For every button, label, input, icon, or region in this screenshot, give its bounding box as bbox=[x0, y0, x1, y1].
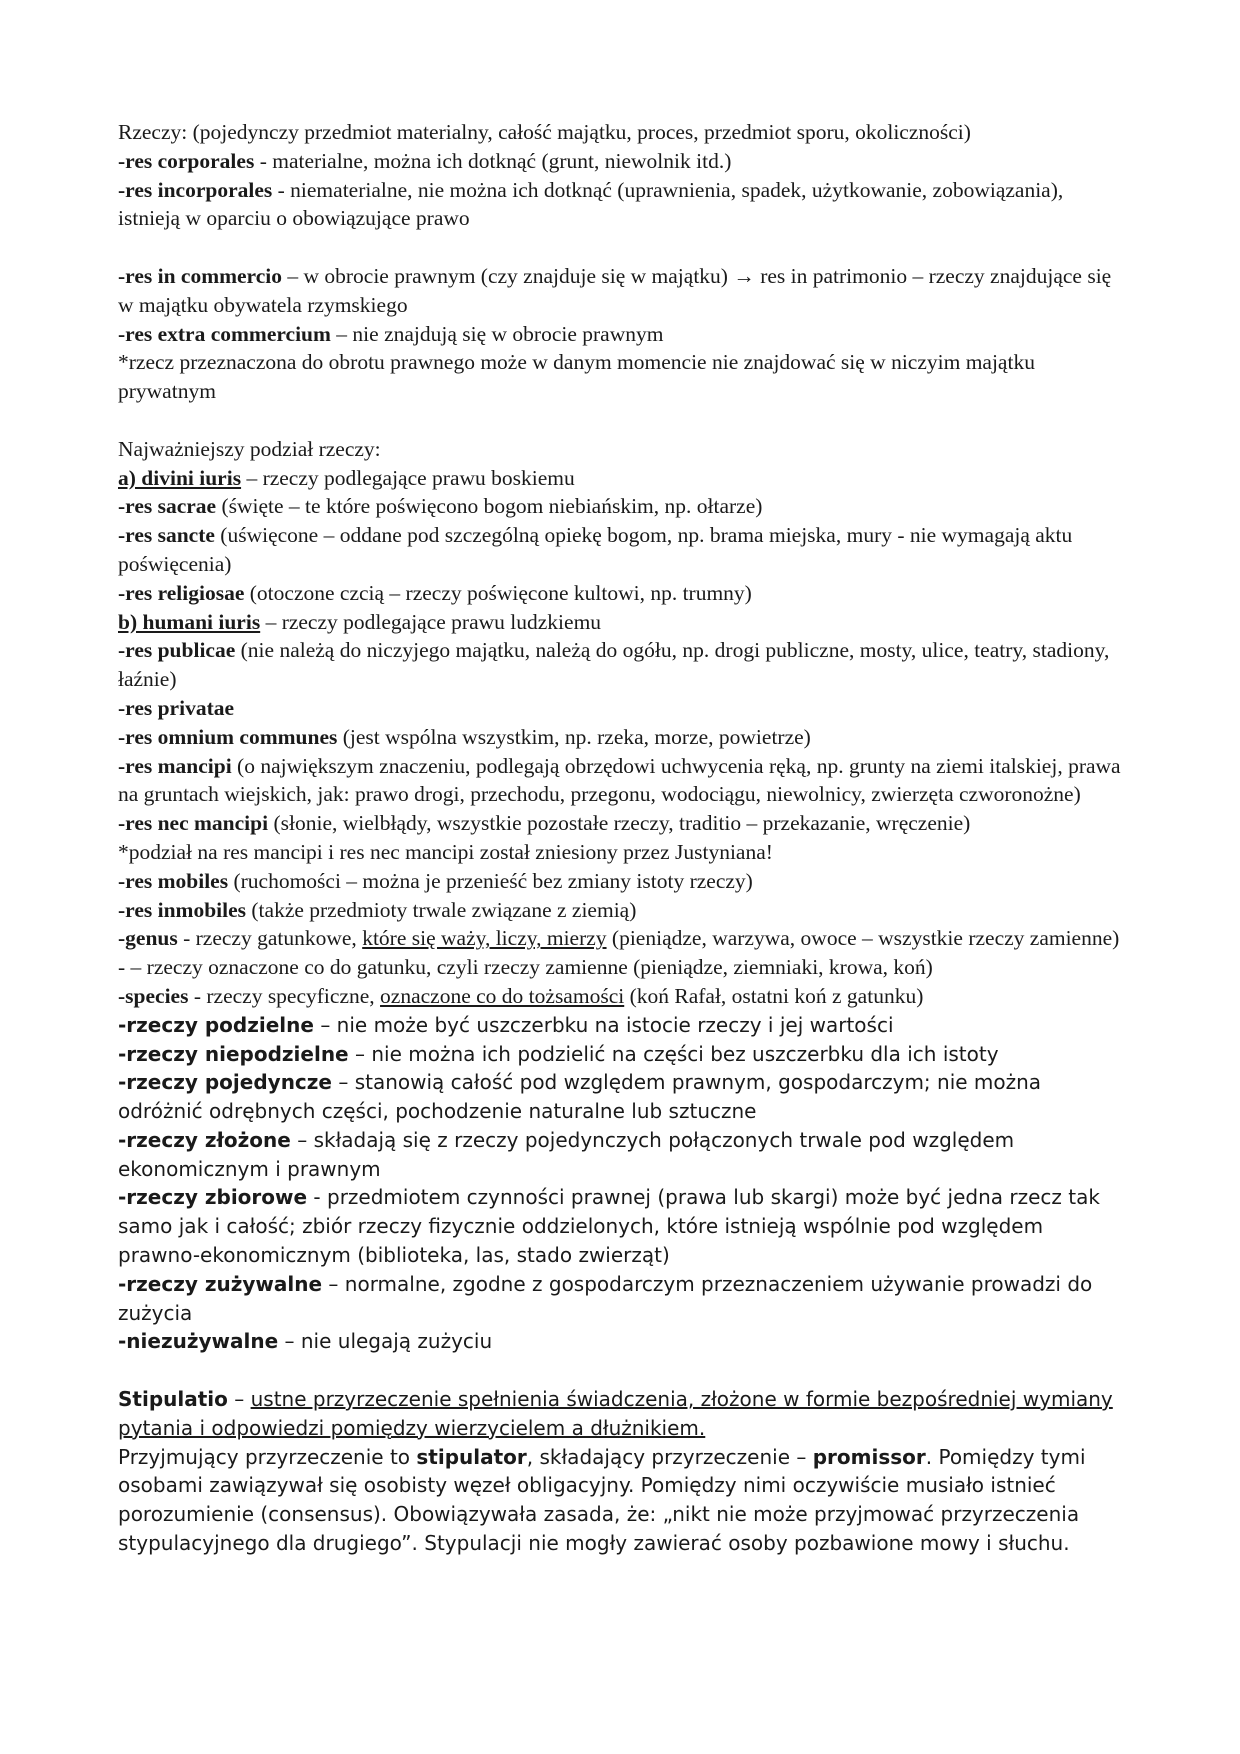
rzeczy-zbiorowe-item bbox=[118, 1183, 1128, 1269]
term: -rzeczy złożone bbox=[118, 1127, 291, 1152]
rzeczy-podzielne-item bbox=[118, 1011, 1128, 1040]
text: , składający przyrzeczenie – bbox=[526, 1444, 813, 1469]
term: -rzeczy pojedyncze bbox=[118, 1070, 332, 1095]
rzeczy-zlozone-item bbox=[118, 1126, 1128, 1184]
description: - materialne, można ich dotknąć (grunt, niewolnik itd.) bbox=[254, 148, 732, 173]
description: (o największym znaczeniu, podlegają obrzędowi uchwycenia ręką, np. grunty na ziemi italskiej, prawa na gruntach wiejskich, jak: prawo drogi, przechodu, przegonu, wodociągu, niewolnicy, zwierzęta czworonożne) bbox=[118, 753, 1121, 807]
description: (jest wspólna wszystkim, np. rzeka, morze, powietrze) bbox=[337, 724, 811, 749]
res-corporales-item bbox=[118, 147, 1128, 176]
paragraph-gap bbox=[118, 233, 1128, 262]
res-publicae-item bbox=[118, 636, 1128, 694]
term: -res incorporales bbox=[118, 177, 273, 202]
description: - rzeczy gatunkowe, bbox=[177, 926, 363, 951]
underlined-phrase: które się waży, liczy, mierzy bbox=[362, 926, 607, 951]
description: – rzeczy podlegające prawu ludzkiemu bbox=[260, 609, 602, 634]
res-incorporales-item bbox=[118, 176, 1128, 234]
res-omnium-communes-item bbox=[118, 723, 1128, 752]
justynian-note: *podział na res mancipi i res nec mancipi został zniesiony przez Justyniana! bbox=[118, 839, 773, 864]
description: (otoczone czcią – rzeczy poświęcone kultowi, np. trumny) bbox=[244, 580, 752, 605]
description: - przedmiotem czynności prawnej (prawa lub skargi) może być jedna rzecz tak samo jak i całość; zbiór rzeczy fizycznie oddzielonych, które istnieją wspólnie pod względem prawno-ekonomicznym (biblioteka, las, stado zwierząt) bbox=[118, 1185, 1100, 1268]
term: -res sancte bbox=[118, 523, 215, 548]
description: (nie należą do niczyjego majątku, należą do ogółu, np. drogi publiczne, mosty, ulice, teatry, stadiony, łaźnie) bbox=[118, 638, 1110, 692]
term: -genus bbox=[118, 926, 178, 951]
stipulatio-definition bbox=[118, 1385, 1128, 1443]
paragraph-gap bbox=[118, 406, 1128, 435]
term: -res mancipi bbox=[118, 753, 232, 778]
description: – składają się z rzeczy pojedynczych połączonych trwale pod względem ekonomicznym i prawnym bbox=[118, 1127, 1015, 1181]
description: – rzeczy podlegające prawu boskiemu bbox=[241, 465, 575, 490]
rzeczy-definition: Rzeczy: (pojedynczy przedmiot materialny, całość majątku, proces, przedmiot sporu, okoliczności) bbox=[118, 120, 971, 144]
description-continued: (koń Rafał, ostatni koń z gatunku) bbox=[624, 983, 924, 1008]
res-sacrae-item bbox=[118, 492, 1128, 521]
term: -res privatae bbox=[118, 695, 235, 720]
res-in-commercio-item bbox=[118, 262, 1128, 320]
term: -res sacrae bbox=[118, 494, 217, 519]
description: – stanowią całość pod względem prawnym, gospodarczym; nie można odróżnić odrębnych części, pochodzenie naturalne lub sztuczne bbox=[118, 1070, 1042, 1124]
res-inmobiles-item bbox=[118, 896, 1128, 925]
res-mobiles-item bbox=[118, 867, 1128, 896]
term: Stipulatio bbox=[118, 1387, 228, 1412]
term: -res in commercio bbox=[118, 263, 282, 288]
description: – w obrocie prawnym (czy znajduje się w majątku) → res in patrimonio – rzeczy znajdujące się w majątku obywatela rzymskiego bbox=[118, 263, 1112, 317]
commercio-note: *rzecz przeznaczona do obrotu prawnego może w danym momencie nie znajdować się w niczyim majątku prywatnym bbox=[118, 350, 1035, 404]
description: - rzeczy specyficzne, bbox=[188, 983, 381, 1008]
underlined-definition: ustne przyrzeczenie spełnienia świadczenia, złożone w formie bezpośredniej wymiany pytania i odpowiedzi pomiędzy wierzycielem a dłużnikiem. bbox=[118, 1387, 1113, 1440]
description: (święte – te które poświęcono bogom niebiańskim, np. ołtarze) bbox=[216, 494, 763, 519]
text: Przyjmujący przyrzeczenie to bbox=[118, 1444, 417, 1469]
description: (ruchomości – można je przenieść bez zmiany istoty rzeczy) bbox=[228, 868, 753, 893]
species-item bbox=[118, 982, 1128, 1011]
description-continued: (pieniądze, warzywa, owoce – wszystkie rzeczy zamienne) - – rzeczy oznaczone co do gatunku, czyli rzeczy zamienne (pieniądze, ziemniaki, krowa, koń) bbox=[118, 926, 1120, 980]
term: -rzeczy niepodzielne bbox=[118, 1041, 349, 1066]
rzeczy-pojedyncze-item bbox=[118, 1068, 1128, 1126]
description: – nie można ich podzielić na części bez uszczerbku dla ich istoty bbox=[348, 1041, 999, 1066]
term: -res extra commercium bbox=[118, 321, 331, 346]
description: (uświęcone – oddane pod szczególną opiekę bogom, np. brama miejska, mury - nie wymagają aktu poświęcenia) bbox=[118, 523, 1073, 576]
term: b) humani iuris bbox=[118, 609, 261, 634]
promissor-term: promissor bbox=[812, 1444, 926, 1469]
description: (słonie, wielbłądy, wszystkie pozostałe rzeczy, traditio – przekazanie, wręczenie) bbox=[268, 811, 971, 836]
term: -rzeczy zużywalne bbox=[118, 1271, 323, 1296]
res-extra-commercium-item bbox=[118, 320, 1128, 349]
rzeczy-zuzywalne-item bbox=[118, 1270, 1128, 1328]
description: – nie może być uszczerbku na istocie rzeczy i jej wartości bbox=[313, 1012, 894, 1037]
term: a) divini iuris bbox=[118, 465, 242, 490]
res-mancipi-item bbox=[118, 752, 1128, 810]
description: – normalne, zgodne z gospodarczym przeznaczeniem używanie prowadzi do zużycia bbox=[118, 1271, 1093, 1325]
description: (także przedmioty trwale związane z ziemią) bbox=[246, 897, 637, 922]
niezuzywalne-item bbox=[118, 1327, 1128, 1356]
rzeczy-niepodzielne-item bbox=[118, 1040, 1128, 1069]
res-sancte-item bbox=[118, 521, 1128, 579]
term: -res religiosae bbox=[118, 580, 245, 605]
podzial-heading: Najważniejszy podział rzeczy: bbox=[118, 436, 381, 461]
humani-iuris-heading bbox=[118, 608, 1128, 637]
text: . Pomiędzy tymi osobami zawiązywał się osobisty węzeł obligacyjny. Pomiędzy nimi oczywiście musiało istnieć porozumienie (consensus). Obowiązywała zasada, że: „nikt nie może przyjmować przyrzeczenia stypulacyjnego dla drugiego”. Stypulacji nie mogły zawierać osoby pozbawione mowy i słuchu. bbox=[118, 1444, 1086, 1556]
description: – nie znajdują się w obrocie prawnym bbox=[330, 321, 664, 346]
divini-iuris-heading bbox=[118, 464, 1128, 493]
dash: – bbox=[227, 1387, 251, 1412]
term: -rzeczy zbiorowe bbox=[118, 1185, 308, 1210]
document-page bbox=[118, 118, 1128, 1558]
term: -res mobiles bbox=[118, 868, 229, 893]
term: -niezużywalne bbox=[118, 1329, 279, 1354]
paragraph-gap bbox=[118, 1356, 1128, 1385]
term: -rzeczy podzielne bbox=[118, 1012, 314, 1037]
term: -species bbox=[118, 983, 189, 1008]
term: -res publicae bbox=[118, 638, 236, 663]
res-privatae-item bbox=[118, 694, 1128, 723]
stipulator-term: stipulator bbox=[416, 1444, 527, 1469]
stipulatio-paragraph bbox=[118, 1443, 1128, 1558]
underlined-phrase: oznaczone co do tożsamości bbox=[380, 983, 625, 1008]
term: -res corporales bbox=[118, 148, 255, 173]
term: -res nec mancipi bbox=[118, 811, 269, 836]
term: -res inmobiles bbox=[118, 897, 247, 922]
res-nec-mancipi-item bbox=[118, 809, 1128, 838]
term: -res omnium communes bbox=[118, 724, 338, 749]
description: - niematerialne, nie można ich dotknąć (uprawnienia, spadek, użytkowanie, zobowiązania), istnieją w oparciu o obowiązujące prawo bbox=[118, 177, 1064, 231]
res-religiosae-item bbox=[118, 579, 1128, 608]
description: – nie ulegają zużyciu bbox=[278, 1329, 493, 1354]
genus-item bbox=[118, 924, 1128, 982]
